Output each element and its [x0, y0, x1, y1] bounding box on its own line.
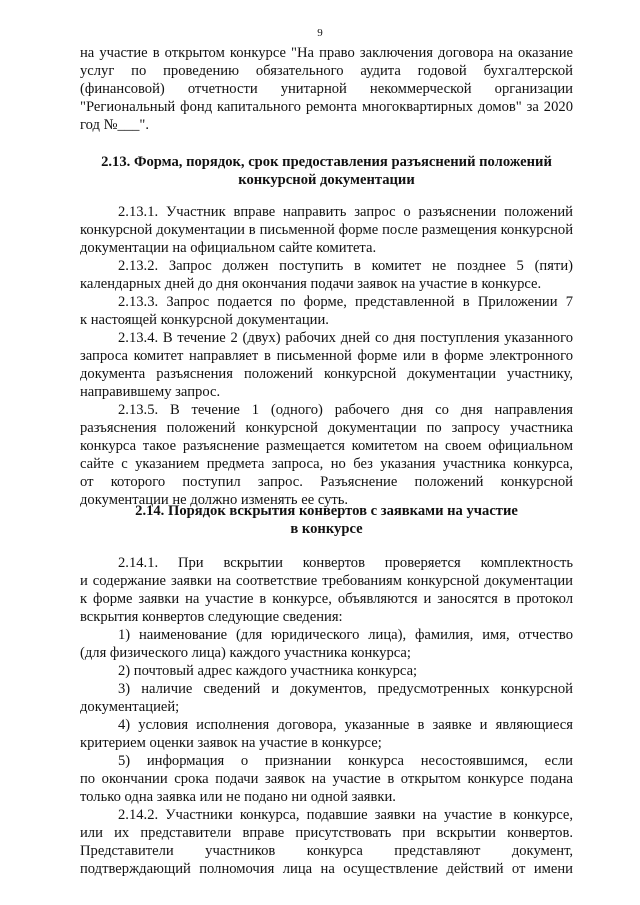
intro-paragraph — [80, 44, 573, 134]
text-line: документа разъяснения положений конкурсной документации участнику, — [80, 366, 573, 382]
list-item: 4) условия исполнения договора, указанные в заявке и являющиеся — [118, 717, 573, 733]
text-line: документацией; — [80, 699, 180, 715]
text-line: вскрытия конвертов следующие сведения: — [80, 609, 343, 625]
text-line: конкурса такое разъяснение размещается комитетом на своем официальном — [80, 438, 573, 454]
list-item: 1) наименование (для юридического лица), фамилия, имя, отчество — [118, 627, 573, 643]
text-line: только одна заявка или не подано ни одной заявки. — [80, 789, 396, 805]
list-item: 3) наличие сведений и документов, предусмотренных конкурсной — [118, 681, 573, 697]
text-line: и содержание заявки на соответствие требованиям конкурсной документации — [80, 573, 573, 589]
text-line: от которого поступил запрос. Разъяснение положений конкурсной — [80, 474, 573, 490]
text-line: 2.13.2. Запрос должен поступить в комитет не позднее 5 (пяти) — [118, 258, 573, 274]
text-line: разъяснения положений конкурсной документации по запросу участника — [80, 420, 573, 436]
text-line: направившему запрос. — [80, 384, 221, 400]
text-line: 2.14.1. При вскрытии конвертов проверяется комплектность — [118, 555, 573, 571]
text-line: календарных дней до дня окончания подачи заявок на участие в конкурсе. — [80, 276, 542, 292]
text-line: (для физического лица) каждого участника конкурса; — [80, 645, 411, 661]
text-line: конкурсной документации в письменной форме после размещения конкурсной — [80, 222, 573, 238]
text-line: подтверждающий полномочия лица на осуществление действий от имени — [80, 861, 573, 877]
heading-line: конкурсной документации — [238, 172, 415, 188]
text-line: "Региональный фонд капитального ремонта многоквартирных домов" за 2020 — [80, 99, 573, 115]
text-line: сайте с указанием предмета запроса, но без указания участника конкурса, — [80, 456, 573, 472]
text-line: документации на официальном сайте комитета. — [80, 240, 377, 256]
list-item: 5) информация о признании конкурса несостоявшимся, если — [118, 753, 573, 769]
text-line: документации не должно изменять ее суть. — [80, 492, 349, 508]
text-line: 2.13.5. В течение 1 (одного) рабочего дня со дня направления — [118, 402, 573, 418]
text-line: Представители участников конкурса представляют документ, — [80, 843, 573, 859]
text-line: или их представители вправе присутствовать при вскрытии конвертов. — [80, 825, 573, 841]
text-line: 2.13.4. В течение 2 (двух) рабочих дней со дня поступления указанного — [118, 330, 573, 346]
list-item: 2) почтовый адрес каждого участника конкурса; — [118, 663, 418, 679]
text-line: на участие в открытом конкурсе "На право заключения договора на оказание — [80, 45, 573, 61]
section-body-2-13 — [80, 203, 573, 509]
text-line: (финансовой) отчетности унитарной некоммерческой организации — [80, 81, 573, 97]
text-line: 2.14.2. Участники конкурса, подавшие заявки на участие в конкурсе, — [118, 807, 573, 823]
text-line: запроса комитет направляет в письменной форме или в форме электронного — [80, 348, 573, 364]
heading-line: 2.13. Форма, порядок, срок предоставления разъяснений положений — [101, 154, 552, 170]
section-heading-2-13 — [80, 153, 573, 189]
heading-line: в конкурсе — [290, 521, 363, 537]
text-line: 2.13.3. Запрос подается по форме, представленной в Приложении 7 — [118, 294, 573, 310]
page-number: 9 — [317, 27, 323, 39]
text-line: услуг по проведению обязательного аудита годовой бухгалтерской — [80, 63, 573, 79]
text-line: по окончании срока подачи заявок на участие в открытом конкурсе подана — [80, 771, 573, 787]
text-line: 2.13.1. Участник вправе направить запрос о разъяснении положений — [118, 204, 573, 220]
heading-line: 2.14. Порядок вскрытия конвертов с заявками на участие — [135, 503, 518, 519]
text-line: к форме заявки на участие в конкурсе, объявляются и заносятся в протокол — [80, 591, 573, 607]
text-line: к настоящей конкурсной документации. — [80, 312, 329, 328]
section-heading-2-14 — [80, 502, 573, 538]
text-line: критерием оценки заявок на участие в конкурсе; — [80, 735, 382, 751]
section-body-2-14 — [80, 554, 573, 878]
text-line: год №___". — [80, 117, 149, 133]
